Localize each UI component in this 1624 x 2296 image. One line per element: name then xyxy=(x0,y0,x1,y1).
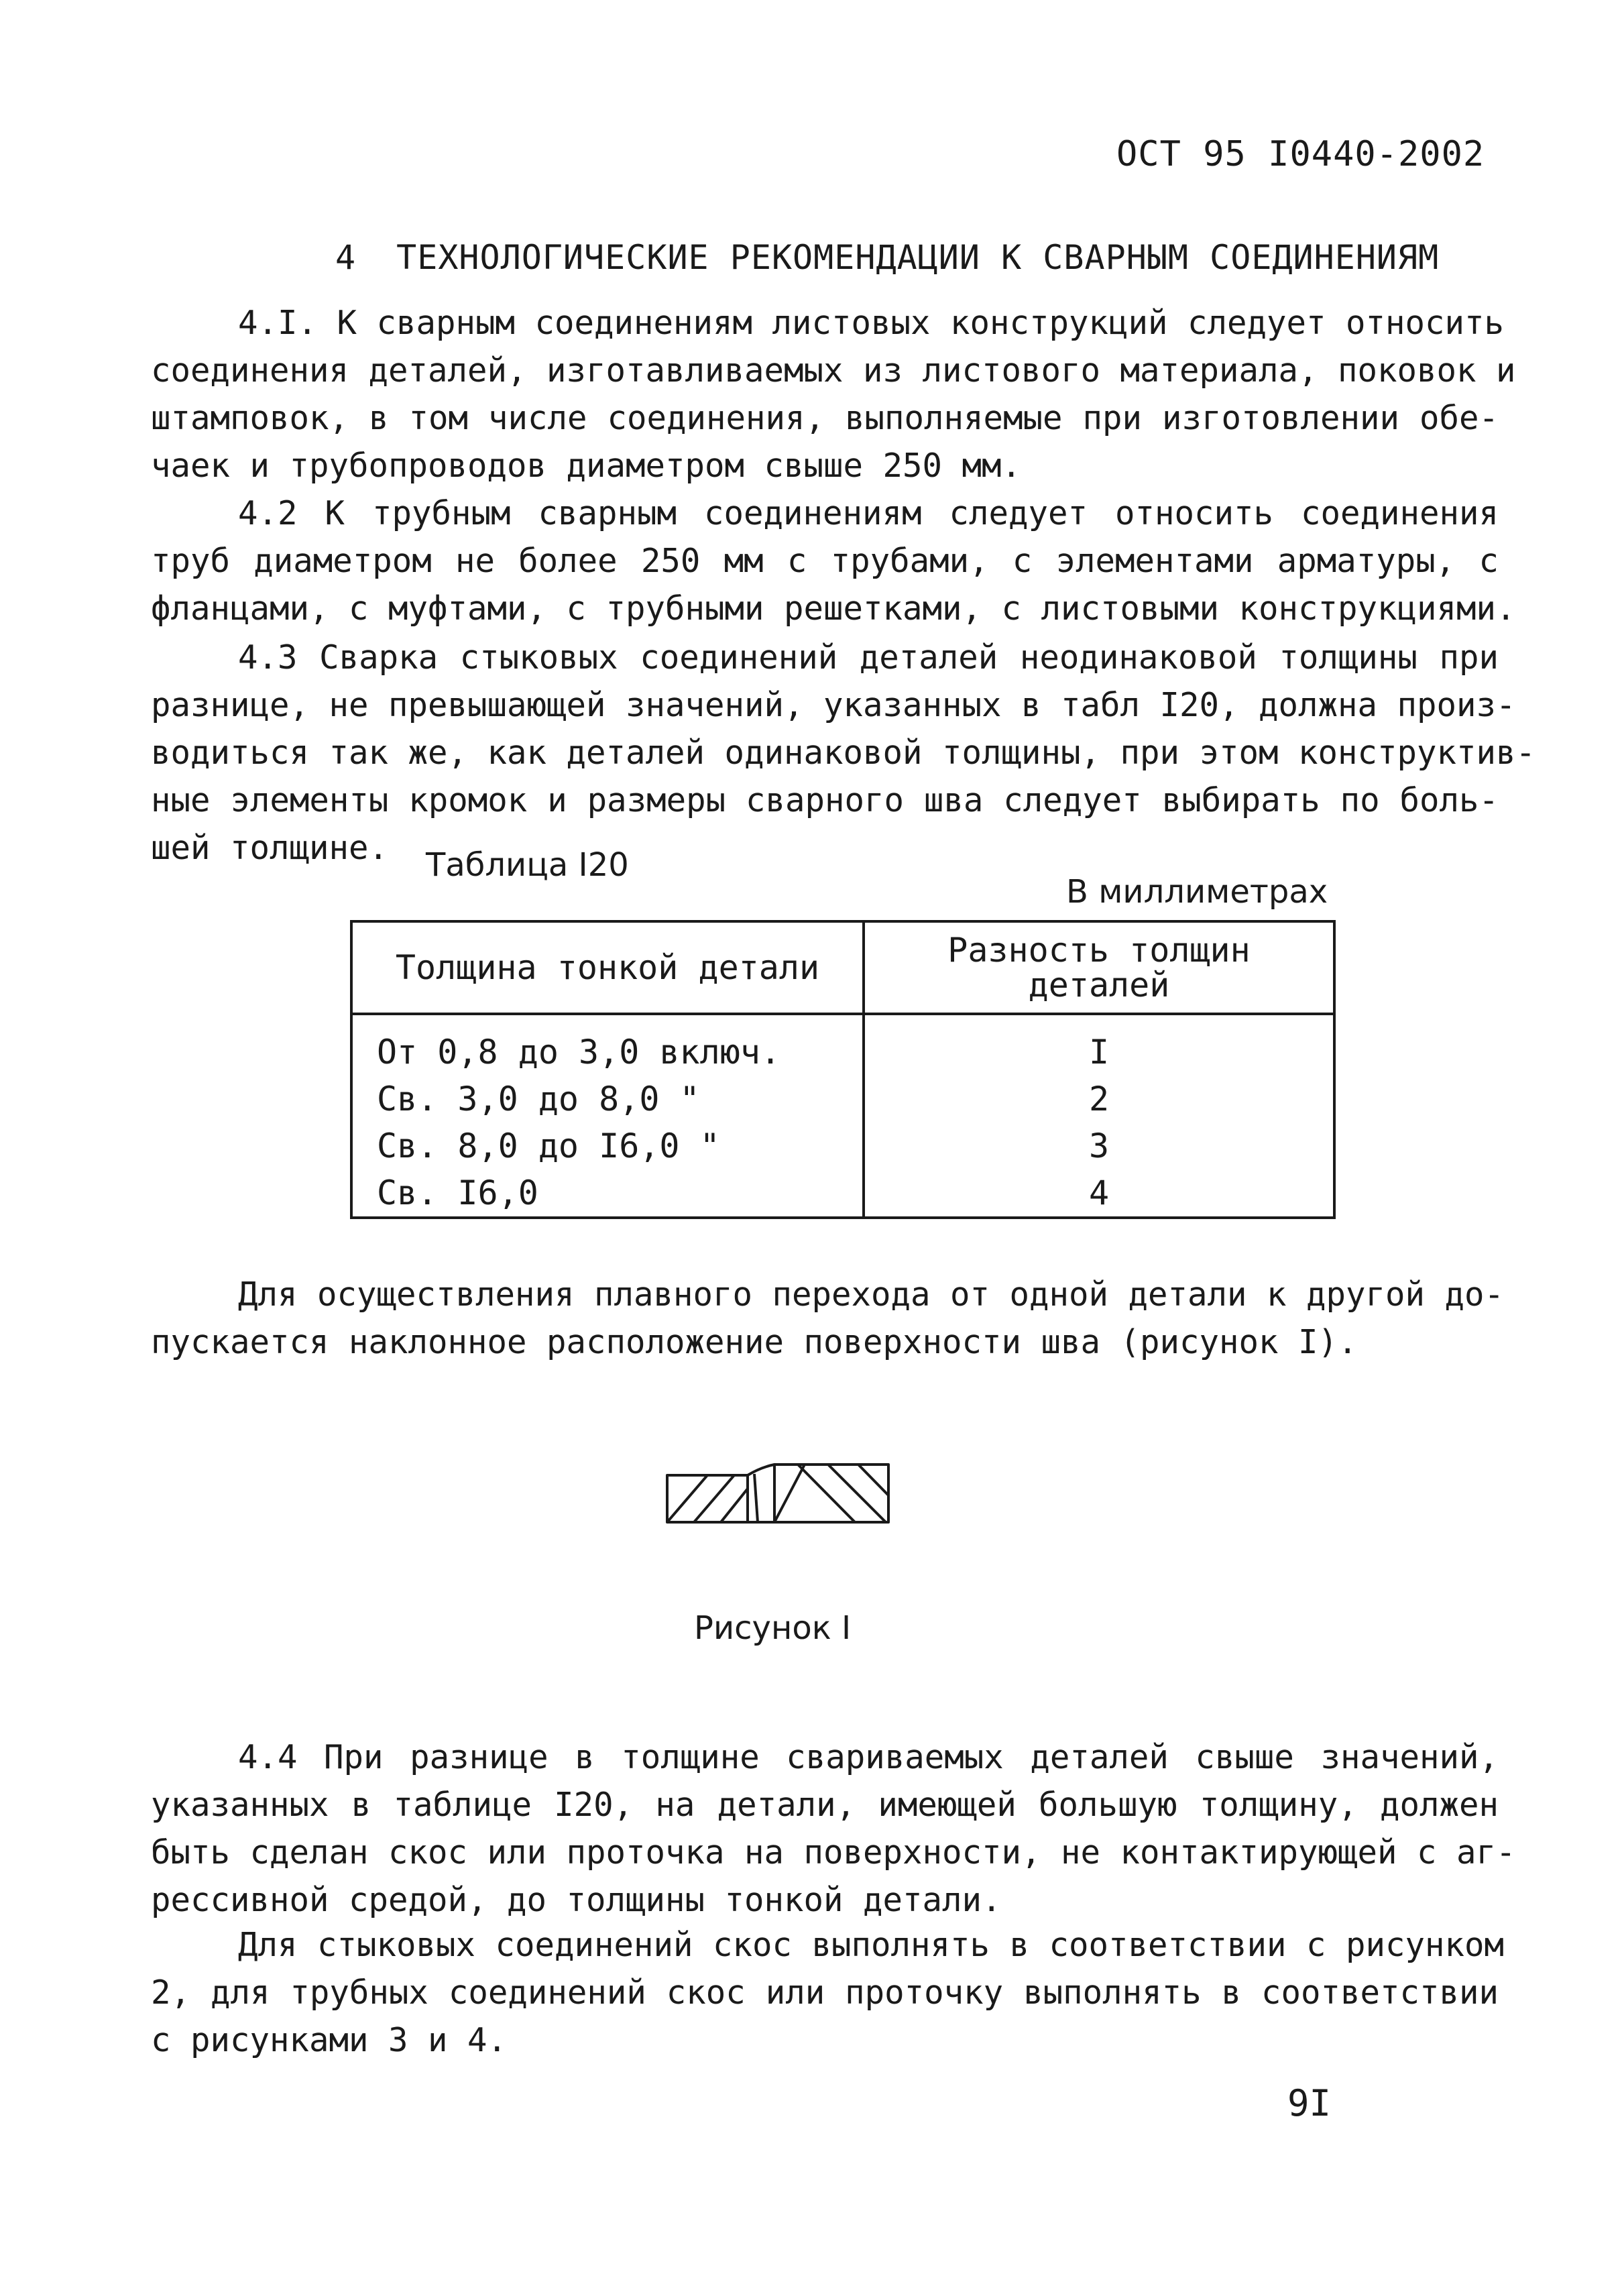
hatch-line xyxy=(858,1465,888,1495)
table-row xyxy=(351,1076,1334,1123)
text-line: штамповок, в том числе соединения, выполняемые при изготовлении обе- xyxy=(151,399,1499,437)
paragraph-4-4 xyxy=(151,1733,1516,1924)
thickness-cell: Св. I6,0 xyxy=(351,1169,864,1218)
text-line: Для осуществления плавного перехода от одной детали к другой до- xyxy=(238,1275,1505,1314)
section-heading xyxy=(335,238,1439,277)
figure-caption: Рисунок I xyxy=(694,1609,852,1647)
column-header-thickness: Толщина тонкой детали xyxy=(351,921,864,1014)
table-caption: Таблица I20 xyxy=(426,846,629,884)
weld-bead xyxy=(748,1465,774,1522)
table-units: В миллиметрах xyxy=(1066,873,1328,911)
difference-cell: 2 xyxy=(864,1076,1334,1123)
hatch-line xyxy=(798,1465,855,1522)
difference-cell: I xyxy=(864,1014,1334,1076)
table-row xyxy=(351,1123,1334,1169)
column-header-line: деталей xyxy=(1028,966,1170,1005)
hatch-line xyxy=(828,1465,886,1522)
thickness-table xyxy=(350,920,1336,1219)
difference-cell: 4 xyxy=(864,1169,1334,1218)
paragraph-transition xyxy=(151,1271,1505,1366)
thickness-cell: Св. 3,0 до 8,0 " xyxy=(351,1076,864,1123)
text-line: 4.2 К трубным сварным соединениям следует относить соединения xyxy=(238,494,1499,532)
text-line: пускается наклонное расположение поверхности шва (рисунок I). xyxy=(151,1323,1358,1361)
paragraph-4-1 xyxy=(151,299,1516,490)
difference-cell: 3 xyxy=(864,1123,1334,1169)
paragraph-4-2 xyxy=(151,490,1516,632)
table-header-row xyxy=(351,921,1334,1014)
text-line: 4.I. К сварным соединениям листовых конструкций следует относить xyxy=(238,304,1505,342)
text-line: Для стыковых соединений скос выполнять в соответствии с рисунком xyxy=(238,1926,1505,1964)
thickness-cell: От 0,8 до 3,0 включ. xyxy=(351,1014,864,1076)
text-line: фланцами, с муфтами, с трубными решетками, с листовыми конструкциями. xyxy=(151,589,1516,628)
text-line: соединения деталей, изготавливаемых из листового материала, поковок и xyxy=(151,351,1516,390)
text-line: с рисунками 3 и 4. xyxy=(151,2021,508,2059)
text-line: указанных в таблице I20, на детали, имеющей большую толщину, должен xyxy=(151,1786,1499,1824)
column-header-difference xyxy=(864,921,1334,1014)
text-line: 4.3 Сварка стыковых соединений деталей неодинаковой толщины при xyxy=(238,638,1499,677)
thick-plate xyxy=(774,1465,888,1522)
text-line: разнице, не превышающей значений, указанных в табл I20, должна произ- xyxy=(151,686,1516,724)
text-line: труб диаметром не более 250 мм с трубами, с элементами арматуры, с xyxy=(151,542,1499,580)
column-header-line: Разность толщин xyxy=(947,931,1251,970)
document-code: ОСТ 95 I0440-2002 xyxy=(1116,134,1485,174)
page-number: 9I xyxy=(1287,2082,1332,2124)
text-line: рессивной средой, до толщины тонкой детали. xyxy=(151,1881,1002,1919)
table-row xyxy=(351,1014,1334,1076)
section-number: 4 xyxy=(335,238,357,277)
text-line: 2, для трубных соединений скос или проточку выполнять в соответствии xyxy=(151,1973,1499,2012)
text-line: ные элементы кромок и размеры сварного шва следует выбирать по боль- xyxy=(151,781,1499,819)
hatch-line xyxy=(721,1489,748,1522)
section-title: ТЕХНОЛОГИЧЕСКИЕ РЕКОМЕНДАЦИИ К СВАРНЫМ СОЕДИНЕНИЯМ xyxy=(396,238,1440,277)
hatch-line xyxy=(774,1465,805,1522)
text-line: 4.4 При разнице в толщине свариваемых деталей свыше значений, xyxy=(238,1738,1499,1776)
weld-line xyxy=(754,1474,758,1522)
thickness-cell: Св. 8,0 до I6,0 " xyxy=(351,1123,864,1169)
text-line: шей толщине. xyxy=(151,829,389,867)
paragraph-bevel xyxy=(151,1921,1505,2064)
text-line: чаек и трубопроводов диаметром свыше 250 мм. xyxy=(151,447,1022,485)
text-line: водиться так же, как деталей одинаковой толщины, при этом конструктив- xyxy=(151,734,1536,772)
text-line: быть сделан скос или проточка на поверхности, не контактирующей с аг- xyxy=(151,1833,1516,1872)
table-row xyxy=(351,1169,1334,1218)
weld-joint-figure xyxy=(660,1455,902,1536)
thin-plate xyxy=(667,1475,748,1522)
paragraph-4-3 xyxy=(151,634,1536,872)
